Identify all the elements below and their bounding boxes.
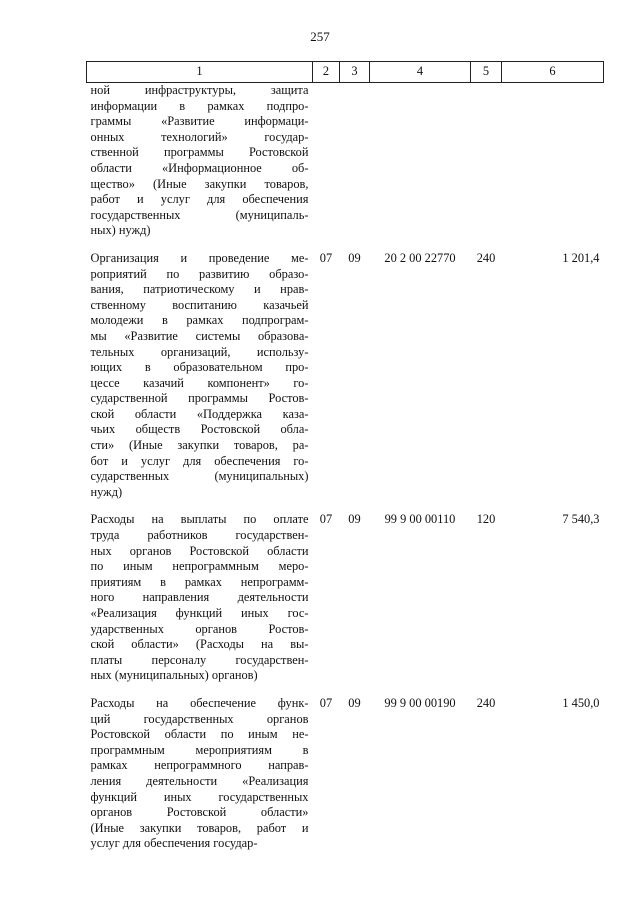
description-line: «Реализация функций иных гос-: [90, 606, 309, 620]
budget-table: [86, 61, 604, 864]
description-line: ных) нужд): [90, 223, 151, 238]
column-header-2: 2: [313, 62, 340, 83]
description-line: ления деятельности «Реализация: [90, 773, 309, 788]
table-header: [87, 62, 604, 83]
description-line: вания, патриотическому и нрав-: [90, 282, 309, 297]
row-description: [87, 696, 313, 864]
description-line: функций иных государственных: [90, 789, 309, 804]
description-line: ской области» (Расходы на вы-: [90, 637, 309, 652]
description-line: приятиям в рамках непрограмм-: [90, 574, 309, 589]
description-line: бот и услуг для обеспечения го-: [90, 453, 309, 468]
column-header-4: 4: [370, 62, 471, 83]
header-row: [87, 62, 604, 83]
description-line: труда работников государствен-: [90, 528, 309, 543]
description-line: чьих обществ Ростовской обла-: [90, 422, 309, 437]
expense-type-code: 240: [476, 695, 496, 710]
target-article-code: 20 2 00 22770: [384, 250, 456, 265]
description-line: тельных организаций, использу-: [90, 344, 309, 359]
section-code: 07: [319, 695, 333, 710]
description-line: Организация и проведение ме-: [90, 250, 309, 265]
expense-type-code: 240: [476, 250, 496, 265]
amount-value: 7 540,3: [562, 512, 600, 527]
description-line: мы «Развитие системы образова-: [90, 328, 309, 343]
target-article-code: [370, 83, 471, 251]
description-line: органов Ростовской области»: [90, 805, 309, 820]
description-line: ственной программы Ростовской: [90, 145, 309, 160]
section-code: [313, 83, 340, 251]
description-line: ственному воспитанию казачьей: [90, 297, 309, 312]
row-description: [87, 251, 313, 513]
description-line: ющих в образовательном про-: [90, 360, 309, 375]
amount-value: 1 201,4: [562, 250, 600, 265]
table-body: [87, 83, 604, 864]
description-line: информации в рамках подпро-: [90, 98, 309, 113]
subsection-code: 09: [348, 695, 361, 710]
expense-type-code: 120: [476, 512, 496, 527]
description-line: сти» (Иные закупки товаров, ра-: [90, 438, 309, 453]
description-line: ного направления деятельности: [90, 590, 309, 605]
description-line: ций государственных органов: [90, 711, 309, 726]
row-description: [87, 512, 313, 696]
description-line: Ростовской области по иным не-: [90, 727, 309, 742]
description-line: онных технологий» государ-: [90, 129, 309, 144]
description-line: ударственных органов Ростов-: [90, 621, 309, 636]
description-line: области «Информационное об-: [90, 160, 309, 175]
description-line: ной инфраструктуры, защита: [90, 83, 309, 97]
description-line: сударственных (муниципальных): [90, 469, 309, 484]
description-line: щество» (Иные закупки товаров,: [90, 176, 309, 191]
description-line: нужд): [90, 484, 123, 499]
description-line: государственных (муниципаль-: [90, 207, 309, 222]
subsection-code: 09: [348, 250, 361, 265]
description-line: граммы «Развитие информаци-: [90, 114, 309, 129]
column-header-6: 6: [502, 62, 604, 83]
description-line: молодежи в рамках подпрограм-: [90, 313, 309, 328]
description-line: цессе казачий компонент» го-: [90, 375, 309, 390]
table-row: [87, 512, 604, 696]
description-line: программным мероприятиям в: [90, 742, 309, 757]
subsection-code: [340, 83, 370, 251]
column-header-3: 3: [340, 62, 370, 83]
description-line: ных (муниципальных) органов): [90, 668, 258, 683]
description-line: платы персоналу государствен-: [90, 652, 309, 667]
description-line: сударственной программы Ростов-: [90, 391, 309, 406]
subsection-code: 09: [348, 512, 361, 527]
description-line: рамках непрограммного направ-: [90, 758, 309, 773]
page-number: 257: [310, 29, 330, 44]
description-line: по иным непрограммным меро-: [90, 559, 309, 574]
target-article-code: 99 9 00 00110: [384, 512, 456, 527]
amount-value: 1 450,0: [562, 695, 600, 710]
description-line: Расходы на выплаты по оплате: [90, 512, 309, 527]
expense-type-code: [471, 83, 502, 251]
amount-value: [502, 83, 604, 251]
description-line: роприятий по развитию образо-: [90, 266, 309, 281]
section-code: 07: [319, 512, 333, 527]
table-row: [87, 696, 604, 864]
description-line: (Иные закупки товаров, работ и: [90, 820, 309, 835]
description-line: ской области «Поддержка каза-: [90, 406, 309, 421]
section-code: 07: [319, 250, 333, 265]
target-article-code: 99 9 00 00190: [384, 695, 456, 710]
table-row: [87, 251, 604, 513]
description-line: Расходы на обеспечение функ-: [90, 695, 309, 710]
table-row: [87, 83, 604, 251]
column-header-1: 1: [87, 62, 313, 83]
description-line: ных органов Ростовской области: [90, 543, 309, 558]
row-description: [87, 83, 313, 251]
column-header-5: 5: [471, 62, 502, 83]
description-line: услуг для обеспечения государ-: [90, 836, 258, 851]
description-line: работ и услуг для обеспечения: [90, 192, 309, 207]
